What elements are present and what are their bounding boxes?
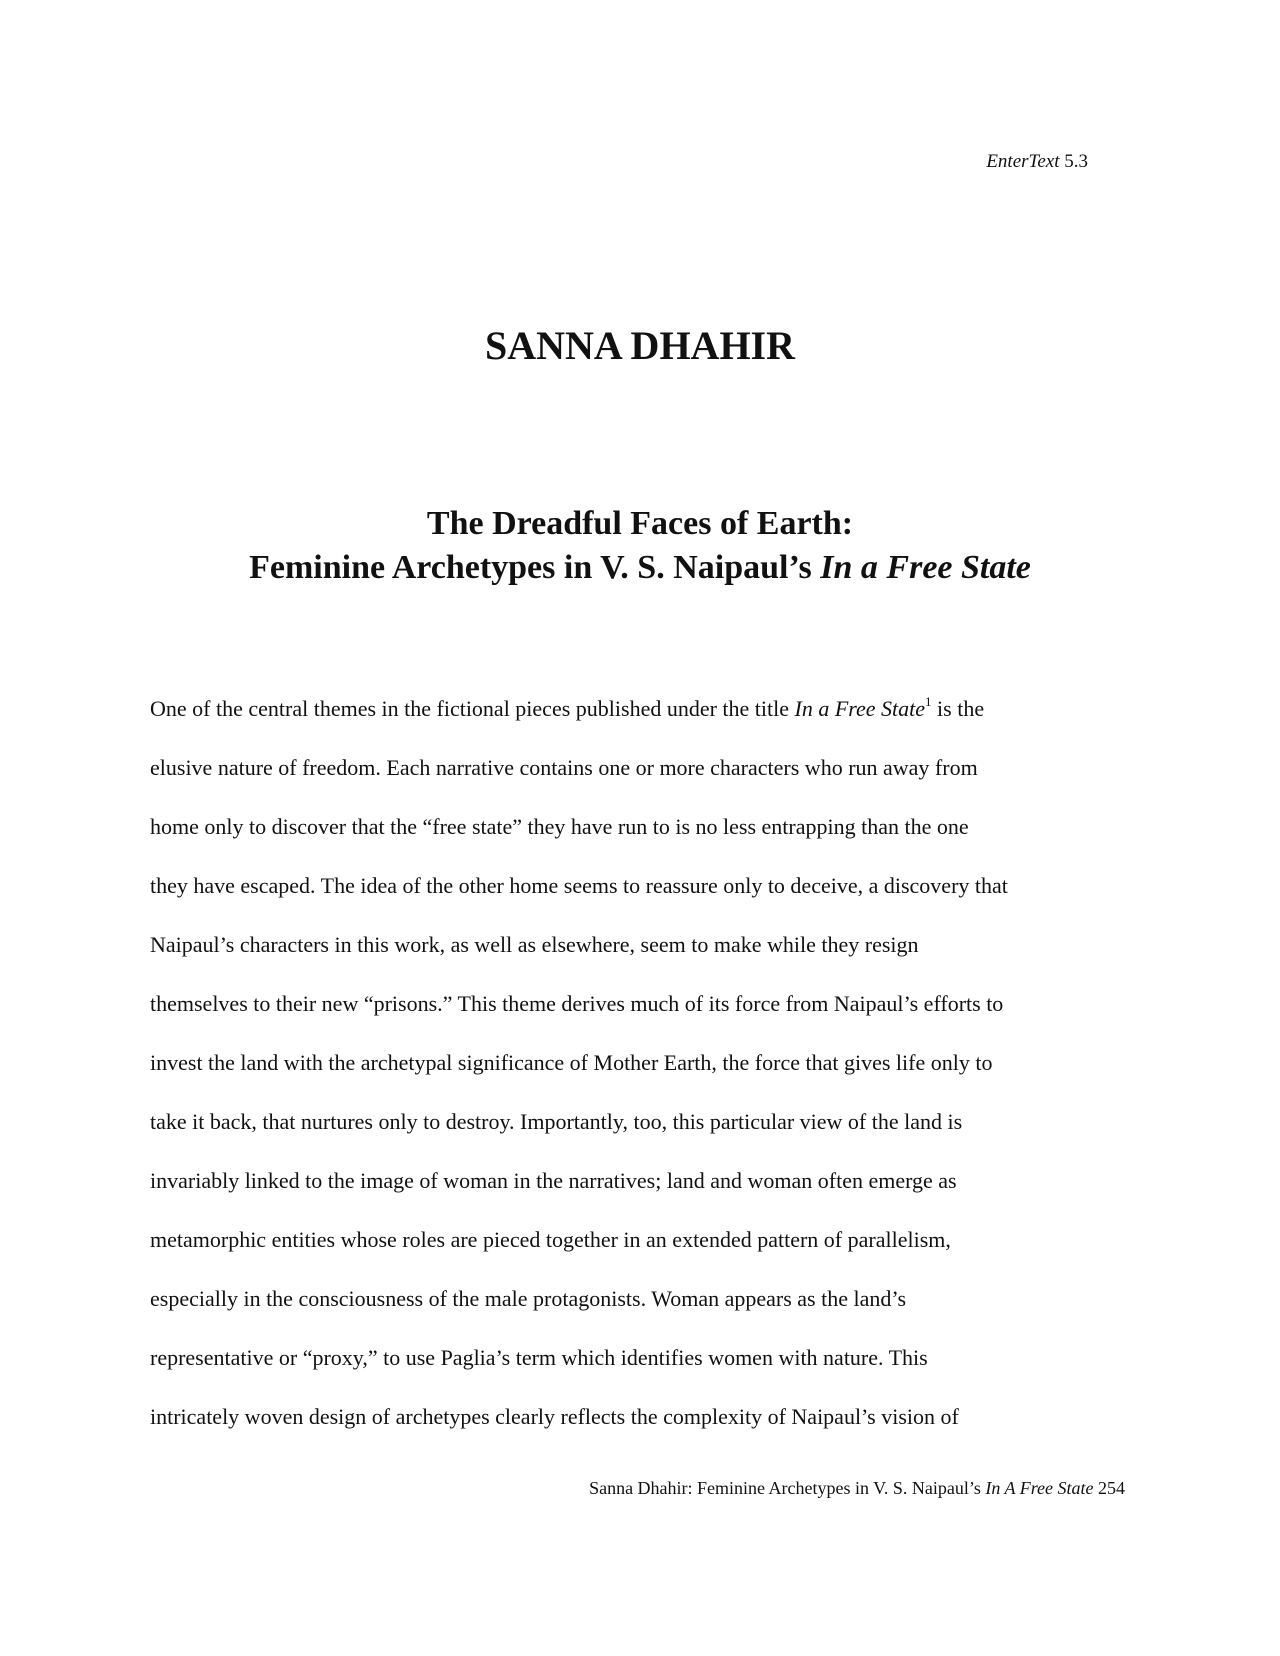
journal-issue: 5.3 xyxy=(1064,151,1088,172)
body-line: home only to discover that the “free state” they have run to is no less entrapping than the one xyxy=(150,814,969,839)
body-line: themselves to their new “prisons.” This theme derives much of its force from Naipaul’s efforts to xyxy=(150,991,1004,1016)
author-name: SANNA DHAHIR xyxy=(484,323,796,368)
body-line: representative or “proxy,” to use Paglia’s term which identifies women with nature. This xyxy=(150,1345,928,1370)
running-header xyxy=(986,150,1088,174)
page-footer xyxy=(589,1476,1125,1500)
body-line: especially in the consciousness of the male protagonists. Woman appears as the land’s xyxy=(150,1286,907,1311)
title-line-2 xyxy=(0,546,1280,590)
footnote-reference[interactable]: 1 xyxy=(925,694,932,709)
article-title xyxy=(0,502,1280,590)
body-line: metamorphic entities whose roles are pieced together in an extended pattern of parallelism, xyxy=(150,1227,951,1252)
body-line: elusive nature of freedom. Each narrative contains one or more characters who run away from xyxy=(150,755,978,780)
first-line-after: is the xyxy=(937,696,985,721)
book-title-inline: In a Free State xyxy=(794,696,926,721)
first-line-before: One of the central themes in the fictional pieces published under the title xyxy=(150,696,790,721)
title-line-2-prefix: Feminine Archetypes in V. S. Naipaul’s xyxy=(249,549,812,586)
footer-text: Sanna Dhahir: Feminine Archetypes in V. S. Naipaul’s xyxy=(589,1478,981,1498)
title-book-name: In a Free State xyxy=(820,549,1031,586)
body-line: Naipaul’s characters in this work, as well as elsewhere, seem to make while they resign xyxy=(150,932,919,957)
title-line-1: The Dreadful Faces of Earth: xyxy=(426,505,854,542)
body-line: take it back, that nurtures only to destroy. Importantly, too, this particular view of the land is xyxy=(150,1109,963,1134)
body-line: they have escaped. The idea of the other home seems to reassure only to deceive, a discovery that xyxy=(150,873,1008,898)
footer-book-title: In A Free State xyxy=(985,1478,1094,1498)
body-line: intricately woven design of archetypes clearly reflects the complexity of Naipaul’s vision of xyxy=(150,1404,959,1429)
body-text xyxy=(150,679,1130,1446)
journal-name: EnterText xyxy=(986,151,1060,172)
body-line xyxy=(150,679,1130,738)
page-number: 254 xyxy=(1098,1478,1125,1498)
body-line: invariably linked to the image of woman in the narratives; land and woman often emerge as xyxy=(150,1168,957,1193)
body-line: invest the land with the archetypal significance of Mother Earth, the force that gives life only to xyxy=(150,1050,993,1075)
